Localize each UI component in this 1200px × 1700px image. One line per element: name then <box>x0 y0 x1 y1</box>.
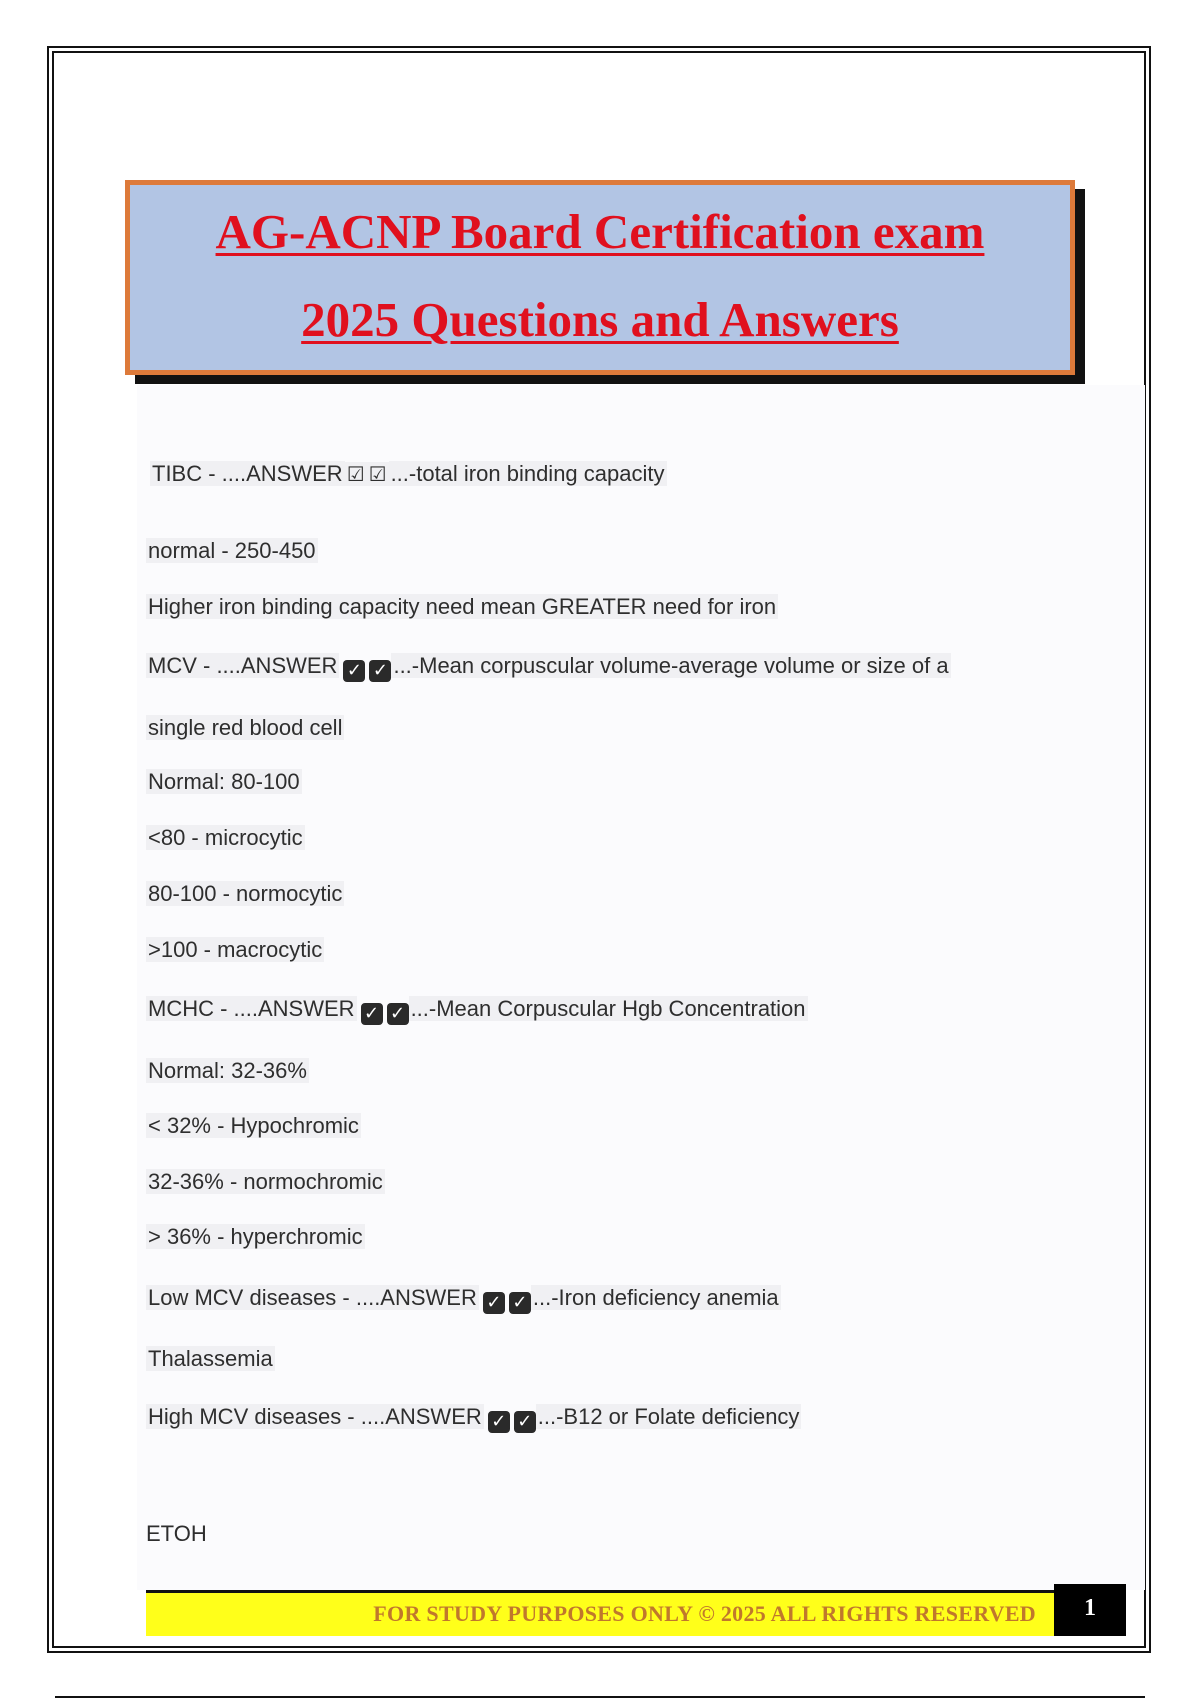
text-line <box>146 1167 385 1197</box>
text-line <box>146 823 305 853</box>
text-line <box>146 879 344 909</box>
page-number-box <box>1054 1584 1126 1636</box>
check-outline-icon: ☑ <box>368 462 387 486</box>
check-icon: ✓ <box>369 660 391 682</box>
question-text: High MCV diseases - ....ANSWER <box>148 1404 482 1429</box>
text-line <box>146 592 778 622</box>
qa-line-high-mcv <box>146 1402 801 1433</box>
footer-bar <box>146 1590 1054 1636</box>
line-text: Higher iron binding capacity need mean GREATER need for iron <box>148 594 777 619</box>
question-text: Low MCV diseases - ....ANSWER <box>148 1285 477 1310</box>
line-text: normal - 250-450 <box>148 538 316 563</box>
check-icon: ✓ <box>509 1292 531 1314</box>
question-text: TIBC - ....ANSWER <box>152 461 343 486</box>
bottom-rule <box>55 1696 1145 1698</box>
line-text: <80 - microcytic <box>148 825 303 850</box>
line-text: < 32% - Hypochromic <box>148 1113 359 1138</box>
line-text: > 36% - hyperchromic <box>148 1224 363 1249</box>
check-icon: ✓ <box>488 1411 510 1433</box>
title-line-2: 2025 Questions and Answers <box>301 292 899 347</box>
qa-line-tibc <box>150 459 667 489</box>
line-text: ETOH <box>146 1521 207 1546</box>
text-line <box>146 767 302 797</box>
question-text: MCV - ....ANSWER <box>148 653 338 678</box>
line-text: Normal: 32-36% <box>148 1058 307 1083</box>
text-line <box>146 935 324 965</box>
text-line <box>146 1111 361 1141</box>
line-text: 32-36% - normochromic <box>148 1169 383 1194</box>
qa-line-low-mcv <box>146 1283 781 1314</box>
answer-text: ...-Mean Corpuscular Hgb Concentration <box>410 996 806 1021</box>
qa-line-mcv <box>146 651 951 682</box>
page-number: 1 <box>1084 1595 1096 1621</box>
answer-text: ...-B12 or Folate deficiency <box>537 1404 800 1429</box>
line-text: >100 - macrocytic <box>148 937 323 962</box>
check-outline-icon: ☑ <box>346 462 365 486</box>
text-line <box>146 1222 365 1252</box>
line-text: Thalassemia <box>148 1346 273 1371</box>
line-text: 80-100 - normocytic <box>148 881 343 906</box>
qa-line-mchc <box>146 994 808 1025</box>
line-text: single red blood cell <box>148 715 343 740</box>
text-line <box>146 1344 275 1374</box>
line-text: Normal: 80-100 <box>148 769 300 794</box>
check-icon: ✓ <box>361 1003 383 1025</box>
check-icon: ✓ <box>514 1411 536 1433</box>
title-line-1: AG-ACNP Board Certification exam <box>215 204 985 259</box>
check-icon: ✓ <box>483 1292 505 1314</box>
answer-text: ...-total iron binding capacity <box>390 461 665 486</box>
answer-text: ...-Iron deficiency anemia <box>532 1285 779 1310</box>
footer-text: FOR STUDY PURPOSES ONLY © 2025 ALL RIGHTS RESERVED <box>373 1601 1036 1626</box>
title-banner <box>125 180 1075 375</box>
text-line <box>146 713 344 743</box>
check-icon: ✓ <box>343 660 365 682</box>
answer-text: ...-Mean corpuscular volume-average volume or size of a <box>393 653 949 678</box>
question-text: MCHC - ....ANSWER <box>148 996 355 1021</box>
check-icon: ✓ <box>387 1003 409 1025</box>
text-line <box>146 1519 207 1549</box>
text-line <box>146 536 318 566</box>
text-line <box>146 1056 309 1086</box>
